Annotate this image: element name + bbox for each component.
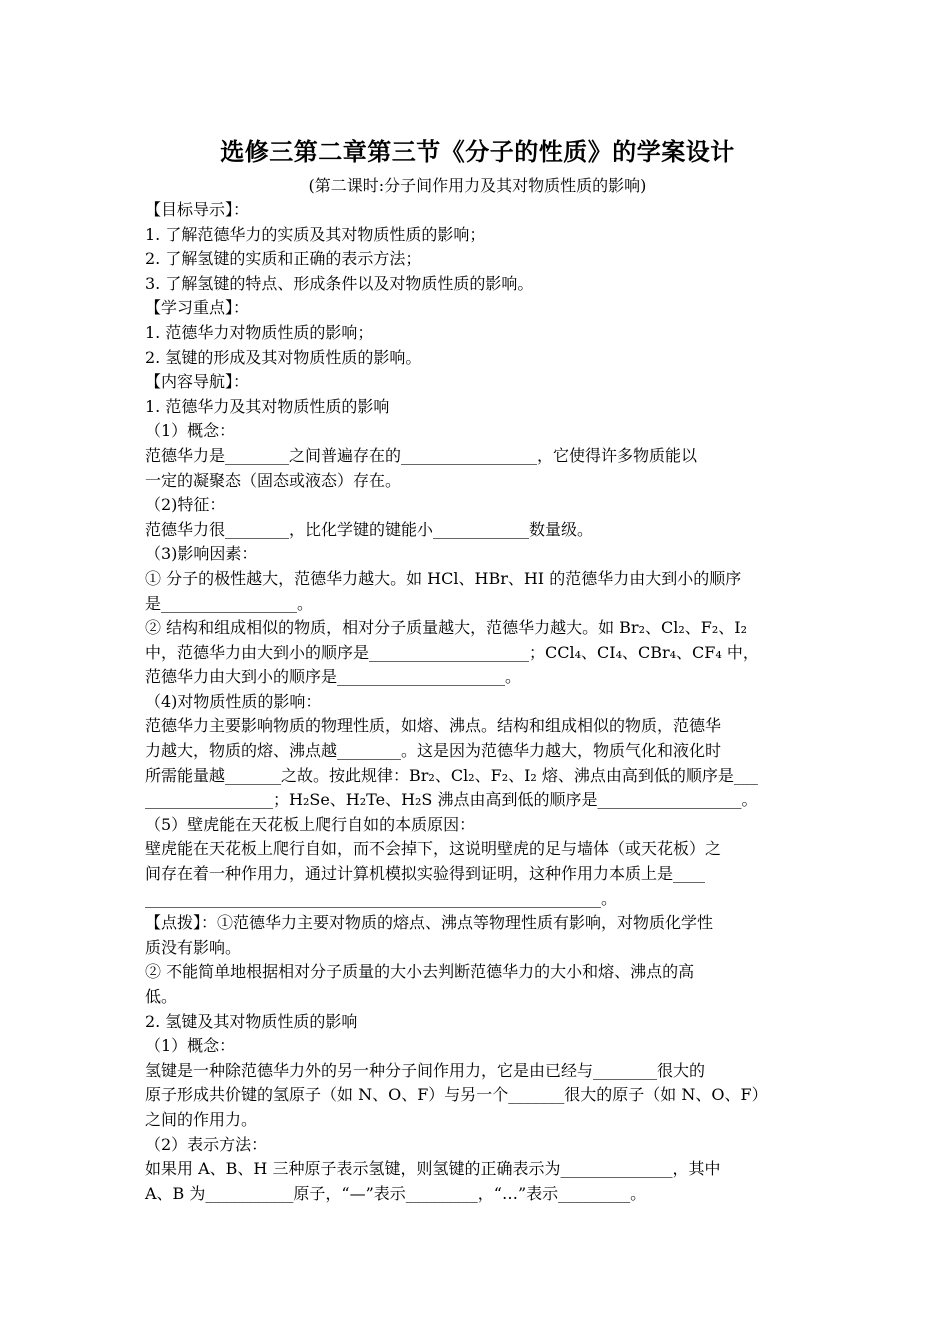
text-line: 2. 了解氢键的实质和正确的表示方法； <box>145 249 422 269</box>
text-line: （2）表示方法： <box>145 1134 268 1154</box>
document-body <box>145 198 810 1206</box>
text-line: 2. 氢键及其对物质性质的影响 <box>145 1011 358 1031</box>
text-line: 【目标导示】： <box>145 200 250 219</box>
text-line: 壁虎能在天花板上爬行自如，而不会掉下，这说明壁虎的足与墙体（或天花板）之 <box>145 839 722 859</box>
text-line: 氢键是一种除范德华力外的另一种分子间作用力，它是由已经与________很大的 <box>145 1060 706 1080</box>
text-line: （1）概念： <box>145 1036 236 1056</box>
text-line: （4)对物质性质的影响： <box>145 691 322 711</box>
text-line: （2)特征： <box>145 495 226 515</box>
text-line: （3)影响因素： <box>145 544 258 564</box>
document-title: 选修三第二章第三节《分子的性质》的学案设计 <box>220 137 735 166</box>
text-line: 范德华力是________之间普遍存在的_________________，它使得许多物质能以 <box>145 445 698 465</box>
text-line: 【学习重点】： <box>145 298 250 318</box>
text-line: 是_________________。 <box>145 593 314 613</box>
text-line: A、B 为___________原子，“—”表示_________，“…”表示_________。 <box>145 1183 647 1203</box>
text-line: （1）概念： <box>145 421 236 441</box>
text-line: ② 不能简单地根据相对分子质量的大小去判断范德华力的大小和熔、沸点的高 <box>145 962 695 982</box>
text-line: 原子形成共价键的氢原子（如 N、O、F）与另一个_______很大的原子（如 N、O、F） <box>145 1085 768 1105</box>
text-line: _________________________________________________________。 <box>145 888 618 908</box>
document-page <box>145 132 810 1206</box>
text-line: ________________；H₂Se、H₂Te、H₂S 沸点由高到低的顺序是__________________。 <box>145 790 758 810</box>
text-line: 1. 范德华力对物质性质的影响； <box>145 322 374 342</box>
text-line: 1. 了解范德华力的实质及其对物质性质的影响； <box>145 224 486 244</box>
text-line: 中，范德华力由大到小的顺序是____________________；CCl₄、CI₄、CBr₄、CF₄ 中， <box>145 642 759 662</box>
text-line: 范德华力由大到小的顺序是_____________________。 <box>145 667 522 687</box>
text-line: 1. 范德华力及其对物质性质的影响 <box>145 396 390 416</box>
text-line: 所需能量越_______之故。按此规律：Br₂、Cl₂、F₂、I₂ 熔、沸点由高到低的顺序是___ <box>145 765 758 785</box>
text-line: ① 分子的极性越大，范德华力越大。如 HCl、HBr、HI 的范德华力由大到小的顺序 <box>145 568 742 588</box>
text-line: 质没有影响。 <box>145 937 242 957</box>
text-line: 范德华力主要影响物质的物理性质，如熔、沸点。结构和组成相似的物质，范德华 <box>145 716 722 736</box>
document-subtitle: (第二课时:分子间作用力及其对物质性质的影响) <box>308 176 647 195</box>
text-line: 3. 了解氢键的特点、形成条件以及对物质性质的影响。 <box>145 273 534 293</box>
text-line: 如果用 A、B、H 三种原子表示氢键，则氢键的正确表示为______________，其中 <box>145 1159 721 1179</box>
text-line: 低。 <box>145 987 178 1006</box>
text-line: （5）壁虎能在天花板上爬行自如的本质原因： <box>145 814 476 834</box>
text-line: 范德华力很________，比化学键的键能小____________数量级。 <box>145 519 594 539</box>
text-line: 【内容导航】： <box>145 372 250 392</box>
text-line: 【点拨】：①范德华力主要对物质的熔点、沸点等物理性质有影响，对物质化学性 <box>145 913 714 933</box>
text-line: 2. 氢键的形成及其对物质性质的影响。 <box>145 347 422 367</box>
text-line: 间存在着一种作用力，通过计算机模拟实验得到证明，这种作用力本质上是____ <box>145 864 706 884</box>
text-line: 一定的凝聚态（固态或液态）存在。 <box>145 470 402 490</box>
text-line: 力越大，物质的熔、沸点越________。这是因为范德华力越大，物质气化和液化时 <box>145 741 722 761</box>
text-line: ② 结构和组成相似的物质，相对分子质量越大，范德华力越大。如 Br₂、Cl₂、F₂、I₂ <box>145 618 748 638</box>
text-line: 之间的作用力。 <box>145 1109 258 1129</box>
